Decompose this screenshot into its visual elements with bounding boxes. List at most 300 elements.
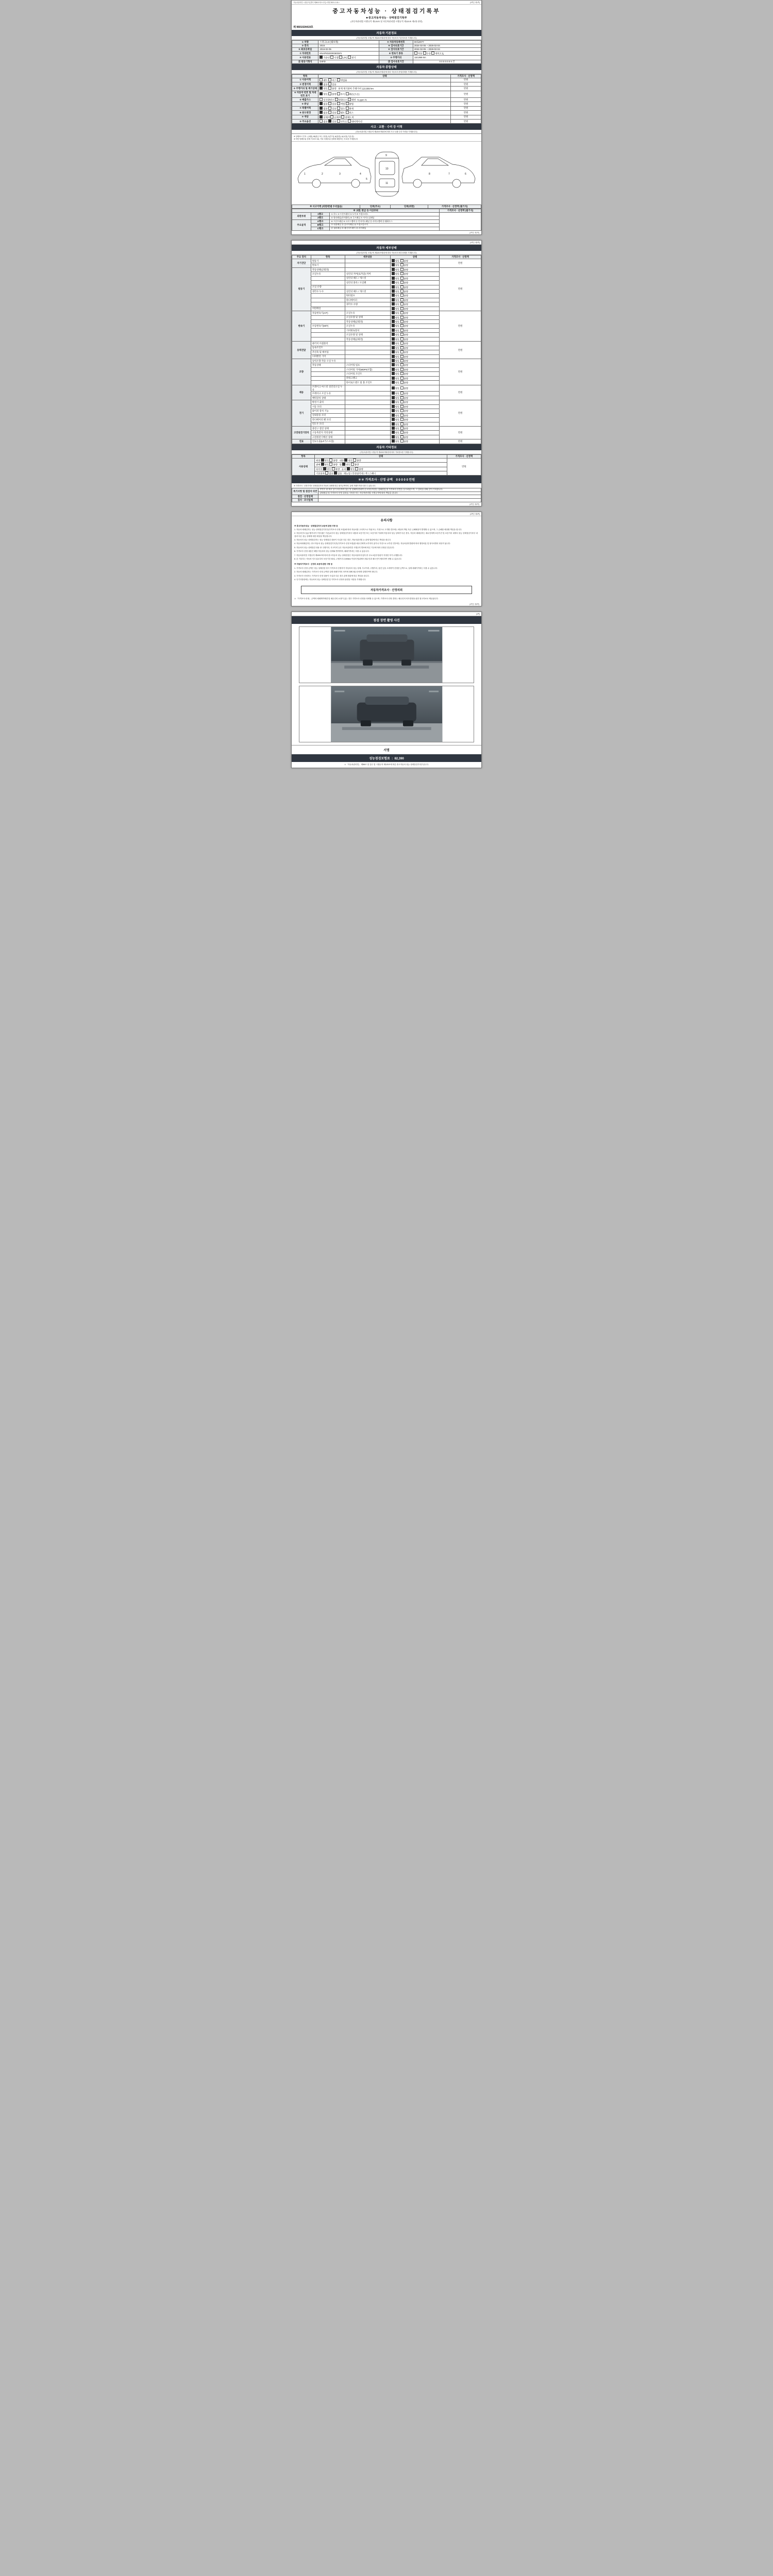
- detail-sub-4-1: 스티어링 펌프: [345, 363, 390, 367]
- other-col-price: 가격조사 · 산정액: [447, 454, 481, 458]
- checkbox-good-0-1[interactable]: [392, 263, 395, 266]
- checkbox-bad-1-6[interactable]: [400, 294, 404, 297]
- checkbox-bad-2-4[interactable]: [400, 329, 404, 332]
- checkbox-good-6-4[interactable]: [392, 418, 395, 421]
- detail-sub-1-7: 라디에이터: [345, 298, 390, 302]
- checkbox-transmission-auto[interactable]: [414, 52, 417, 55]
- other-item-3b: 유리: [341, 468, 346, 470]
- basic-value-9: [318, 56, 379, 60]
- checkbox-bad-2-1[interactable]: [400, 316, 404, 319]
- checkbox-co[interactable]: [320, 98, 323, 101]
- detail-item-1-8: [311, 302, 345, 307]
- other-col-state: 상태: [315, 454, 447, 458]
- checkbox-mileage-ok[interactable]: [320, 87, 323, 90]
- table-row: [292, 106, 481, 110]
- opt-ext-ok: 양호: [324, 459, 329, 462]
- svg-text:2: 2: [322, 173, 323, 176]
- detail-item-1-9: 커먼레일: [311, 307, 345, 311]
- basic-info-table: [292, 40, 481, 64]
- checkbox-bad-1-1[interactable]: [400, 272, 404, 275]
- checkbox-good-5-0[interactable]: [392, 386, 395, 389]
- checkbox-tuning-legal[interactable]: [337, 102, 340, 105]
- notice-sub-paragraph-3: 3. 가격조사·산정자는 가격조사·산정 내용이 사실과 다른 경우 관계 법령에 따른 책임을 집니다.: [294, 574, 369, 577]
- checkbox-bad-8-0[interactable]: [400, 439, 404, 443]
- checkbox-good-4-4[interactable]: [392, 377, 395, 380]
- checkbox-special-none[interactable]: [320, 107, 323, 110]
- checkbox-exterior-bad[interactable]: [329, 459, 332, 462]
- checkbox-flood[interactable]: [337, 107, 340, 110]
- section-other-bar: 자동차 기타정보: [292, 444, 481, 450]
- checkbox-bad-1-0[interactable]: [400, 268, 404, 271]
- checkbox-bad-3-3[interactable]: [400, 355, 404, 358]
- detail-state-1-9: [390, 307, 439, 311]
- checkbox-interior-bad[interactable]: [353, 459, 356, 462]
- cross-title: ※ 교환, 판금 등 이상부위: [292, 209, 440, 213]
- sign-value-1[interactable]: [318, 495, 481, 498]
- overall-price-7: 만원: [451, 106, 481, 110]
- checkbox-vin-corrosion[interactable]: [337, 92, 340, 95]
- basic-value-1: 스파크1.0 (쉐보레): [318, 41, 379, 44]
- checkbox-bad-6-5[interactable]: [400, 422, 404, 426]
- sign-value-2[interactable]: [318, 498, 481, 502]
- detail-sub-1-1: 실린더 커버(로카암) 커버: [345, 272, 390, 276]
- basic-label-1: ① 차명: [292, 41, 318, 44]
- checkbox-good-2-0[interactable]: [392, 311, 395, 314]
- table-row: [292, 342, 481, 346]
- checkbox-bad-4-1[interactable]: [400, 363, 404, 366]
- checkbox-good-6-1[interactable]: [392, 405, 395, 408]
- svg-text:4: 4: [360, 173, 361, 176]
- detail-item-1-2: [311, 276, 345, 280]
- checkbox-polish-ok[interactable]: [321, 463, 324, 466]
- opt-glass-ok: 양호: [350, 468, 355, 470]
- detail-state-4-5: [390, 381, 439, 385]
- detail-sub-1-5: 실린더 헤드 / 개스킷: [345, 289, 390, 293]
- checkbox-good-1-7[interactable]: [392, 298, 395, 301]
- checkbox-good-2-1[interactable]: [392, 316, 395, 319]
- detail-state-label-3-1-0: 양호: [395, 347, 400, 350]
- checkbox-good-6-5[interactable]: [392, 422, 395, 426]
- checkbox-good-7-2[interactable]: [392, 435, 395, 438]
- checkbox-full-repaint[interactable]: [341, 115, 344, 118]
- opt-basic-yes: 있음: [337, 472, 342, 475]
- checkbox-bad-4-3[interactable]: [400, 372, 404, 375]
- detail-state-label-1-2-1: 불량: [404, 277, 408, 280]
- detail-sub-6-2: [345, 409, 390, 413]
- detail-state-label-2-4-0: 양호: [395, 329, 400, 332]
- detail-group-2: 변속기: [292, 311, 311, 342]
- col-subdetail: 세부내용: [345, 255, 390, 259]
- checkbox-good-1-6[interactable]: [392, 294, 395, 297]
- detail-group-4: 조향: [292, 359, 311, 385]
- opt-full-repaint: 전체도색: [345, 116, 354, 118]
- overall-item-9: ⑨ 색상: [292, 115, 318, 119]
- opt-vin-bad: 불량: [332, 93, 337, 96]
- detail-state-3-0: [390, 342, 439, 346]
- checkbox-good-2-2[interactable]: [392, 320, 395, 323]
- detail-item-0-0: 원동기: [311, 259, 345, 263]
- checkbox-bad-0-0[interactable]: [400, 259, 404, 262]
- checkbox-bad-1-5[interactable]: [400, 290, 404, 293]
- detail-state-7-1: [390, 431, 439, 435]
- checkbox-bad-6-4[interactable]: [400, 418, 404, 421]
- checkbox-bad-7-2[interactable]: [400, 435, 404, 438]
- checkbox-good-1-9[interactable]: [392, 307, 395, 310]
- detail-sub-1-4: [345, 285, 390, 289]
- overall-item-8: ⑧ 용도변경: [292, 111, 318, 115]
- notice-paragraph-1: 1. 자동차 매매업자는 성능·상태점검기록부(가격조사·산정 포함)에 따라 자동차를 고의적으로 허위 또는 거짓으로 고지할 경우에는 배상의 책임 혹은 손해배상이 발생할 수 있으며, 그 손해를 배상할 책임을 집니다.: [294, 528, 462, 531]
- checkbox-good-1-4[interactable]: [392, 285, 395, 289]
- checkbox-bad-3-1[interactable]: [400, 346, 404, 349]
- legend-left-header: ※ 사고이력 (외판/판넬 수리없음): [292, 205, 360, 209]
- checkbox-bad-7-1[interactable]: [400, 431, 404, 434]
- detail-item-6-1: 시동 모터: [311, 404, 345, 409]
- table-row: [292, 82, 481, 87]
- inspection-photo-2: [299, 686, 475, 742]
- detail-item-4-4: [311, 376, 345, 380]
- notice-headline: ※ 중고자동차성능 · 상태점검자의 보증에 관한 사항 등: [294, 524, 338, 527]
- checkbox-fuel-ev[interactable]: [348, 56, 351, 59]
- detail-state-label-1-8-0: 양호: [395, 303, 400, 306]
- sheet1-page-number: (3쪽중 제1쪽): [469, 231, 479, 234]
- checkbox-usechange-yes[interactable]: [328, 111, 331, 114]
- opt-special-none: 없음: [323, 107, 328, 110]
- opt-int-ok: 양호: [348, 459, 352, 462]
- notice-sub-paragraph-2: 2. 자동차 매매업자는 가격조사·산정 금액과 실제 매매가격의 차이에 대해 매수인에게 설명하여야 합니다.: [294, 571, 378, 573]
- checkbox-commercial[interactable]: [337, 78, 340, 81]
- checkbox-sunroof[interactable]: [337, 120, 340, 123]
- cross-price-header: 가격조사 · 산정액 (필기식): [440, 209, 481, 213]
- detail-sub-6-5: [345, 422, 390, 426]
- bottom-note-2: 상태점검 및 가격조사·산정 결과를 기록한 자는 자동차관리법 시행규칙에 따라 책임을 집니다.: [318, 492, 481, 495]
- checkbox-good-6-2[interactable]: [392, 409, 395, 412]
- checkbox-bad-1-3[interactable]: [400, 281, 404, 284]
- checkbox-basic-yes[interactable]: [334, 471, 337, 474]
- detail-state-label-1-9-1: 불량: [404, 308, 408, 311]
- checkbox-smoke[interactable]: [348, 98, 351, 101]
- opt-tuning-none: 없음: [323, 103, 328, 106]
- checkbox-bad-2-5[interactable]: [400, 333, 404, 336]
- detail-item-1-4: 오일 유량: [311, 285, 345, 289]
- checkbox-glass-ok[interactable]: [347, 467, 350, 470]
- opt-color-chromatic: 유채색: [334, 116, 341, 118]
- checkbox-bad-1-7[interactable]: [400, 298, 404, 301]
- checkbox-bad-4-5[interactable]: [400, 381, 404, 384]
- basic-label-8: ⑧ 변속기 종류: [379, 51, 413, 55]
- opt-auto: 자동: [417, 52, 423, 55]
- detail-item-4-2: [311, 367, 345, 371]
- checkbox-wheel-bad[interactable]: [351, 463, 354, 466]
- detail-sub-2-2: 작동상태(공회전): [345, 320, 390, 324]
- checkbox-good-1-0[interactable]: [392, 268, 395, 271]
- notice-subhead: ※ 자동차가격조사 · 산정의 보증에 관한 사항 등: [294, 563, 333, 566]
- table-row: [292, 311, 481, 315]
- checkbox-tire-ok[interactable]: [323, 467, 326, 470]
- checkbox-bad-4-2[interactable]: [400, 368, 404, 371]
- checkbox-bad-6-0[interactable]: [400, 400, 404, 403]
- checkbox-usechange-rent[interactable]: [337, 111, 340, 114]
- checkbox-polish-bad[interactable]: [329, 463, 332, 466]
- checkbox-good-3-1[interactable]: [392, 346, 395, 349]
- detail-state-3-2: [390, 350, 439, 354]
- detail-state-2-3: [390, 324, 439, 328]
- checkbox-basic-none[interactable]: [325, 471, 328, 474]
- overall-state-5: [318, 97, 451, 101]
- opt-lease: 리스: [332, 79, 337, 82]
- checkbox-good-3-2[interactable]: [392, 350, 395, 353]
- total-price-row: [292, 476, 481, 483]
- checkbox-good-1-5[interactable]: [392, 290, 395, 293]
- detail-state-label-2-1-1: 불량: [404, 316, 408, 319]
- sheet-3: [291, 512, 482, 606]
- detail-state-label-6-4-0: 양호: [395, 418, 400, 421]
- checkbox-bad-5-2[interactable]: [400, 396, 404, 399]
- checkbox-hc[interactable]: [335, 98, 338, 101]
- detail-state-label-4-4-1: 불량: [404, 377, 408, 380]
- overall-item-3: ③ 주행거리 및 계기상태: [292, 87, 318, 91]
- opt-vin-corrosion: 부식: [340, 93, 345, 96]
- page-indicator-3: (3쪽중 제3쪽): [470, 513, 480, 515]
- detail-sub-7-1: [345, 431, 390, 435]
- checkbox-wheel-ok[interactable]: [339, 463, 345, 466]
- checkbox-fire[interactable]: [346, 107, 349, 110]
- detail-state-0-1: [390, 263, 439, 267]
- checkbox-vin-ok[interactable]: [320, 92, 323, 95]
- checkbox-bad-4-4[interactable]: [400, 377, 404, 380]
- checkbox-bad-5-0[interactable]: [400, 386, 404, 389]
- checkbox-good-7-1[interactable]: [392, 431, 395, 434]
- legend-right-header: 단위(외판): [390, 205, 428, 209]
- checkbox-bad-1-9[interactable]: [400, 307, 404, 310]
- checkbox-bad-1-2[interactable]: [400, 277, 404, 280]
- checkbox-bad-3-2[interactable]: [400, 350, 404, 353]
- checkbox-good-5-2[interactable]: [392, 396, 395, 399]
- detail-sub-2-0: 오일누유: [345, 311, 390, 315]
- detail-group-1: 원동기: [292, 267, 311, 311]
- detail-state-label-1-6-1: 불량: [404, 294, 408, 297]
- form-legal-ref: 자동차관리법 시행규칙 [별지 제28호의3 서식] <개정 2021.1.15.>: [293, 2, 340, 4]
- detail-state-label-7-1-1: 불량: [404, 431, 408, 434]
- checkbox-rent[interactable]: [320, 78, 323, 81]
- checkbox-good-0-0[interactable]: [392, 259, 395, 262]
- checkbox-good-6-3[interactable]: [392, 414, 395, 417]
- detail-state-label-0-0-1: 불량: [404, 260, 408, 263]
- checkbox-good-4-2[interactable]: [392, 368, 395, 371]
- checkbox-good-1-3[interactable]: [392, 281, 395, 284]
- detail-state-label-1-8-1: 불량: [404, 303, 408, 306]
- checkbox-good-6-0[interactable]: [392, 400, 395, 403]
- detail-state-label-0-0-0: 양호: [395, 260, 400, 263]
- detail-state-label-7-2-1: 불량: [404, 436, 408, 439]
- checkbox-color-achromatic[interactable]: [320, 115, 323, 118]
- basic-label-11: ⑪ 원동기형식: [292, 60, 318, 63]
- checkbox-bad-6-3[interactable]: [400, 414, 404, 417]
- checkbox-fuel-lpg[interactable]: [339, 56, 342, 59]
- checkbox-glass-bad[interactable]: [355, 467, 358, 470]
- detail-state-label-8-0-1: 불량: [404, 440, 408, 443]
- fee-row: 성능점검보험료 : 82,390: [292, 754, 481, 762]
- checkbox-color-chromatic[interactable]: [330, 115, 333, 118]
- checkbox-fuel-diesel[interactable]: [330, 56, 333, 59]
- checkbox-fuel-gasoline[interactable]: [320, 56, 323, 59]
- detail-group-5: 제동: [292, 385, 311, 400]
- detail-state-label-4-1-1: 불량: [404, 364, 408, 367]
- sheet-2: [291, 240, 482, 506]
- checkbox-bad-2-2[interactable]: [400, 320, 404, 323]
- opt-pol-ok: 양호: [324, 463, 329, 466]
- detail-sub-6-0: [345, 400, 390, 404]
- checkbox-vin-bad[interactable]: [328, 92, 331, 95]
- detail-state-label-2-5-0: 양호: [395, 333, 400, 336]
- other-state-3: [315, 467, 447, 471]
- checkbox-bad-4-0[interactable]: [400, 359, 404, 362]
- basic-value-6: 2024-02-05 ~ 2026-02-04: [413, 47, 481, 51]
- checkbox-bad-0-1[interactable]: [400, 263, 404, 266]
- table-row: [292, 60, 481, 63]
- checkbox-good-1-8[interactable]: [392, 302, 395, 306]
- checkbox-transmission-semi[interactable]: [431, 52, 434, 55]
- detail-item-4-0: 동력조향 작동 오일 누유: [311, 359, 345, 363]
- detail-sub-4-0: [345, 359, 390, 363]
- other-state-1: [315, 458, 447, 462]
- checkbox-exterior-ok[interactable]: [321, 459, 324, 462]
- cross-price-cell: [440, 213, 481, 231]
- basic-value-12: 0 0 0 0 0 0 0 건: [413, 60, 481, 63]
- checkbox-bad-2-0[interactable]: [400, 311, 404, 314]
- detail-state-label-4-3-0: 양호: [395, 372, 400, 376]
- basic-value-4: 2024-02-05 ~ 2026-02-04: [413, 44, 481, 47]
- checkbox-option-yes[interactable]: [328, 120, 331, 123]
- checkbox-good-4-3[interactable]: [392, 372, 395, 375]
- opt-flood: 침수: [340, 107, 345, 110]
- inspection-photo-1: [299, 626, 475, 683]
- detail-state-label-1-1-1: 불량: [404, 273, 408, 276]
- overall-price-2: 만원: [451, 82, 481, 87]
- overall-state-2: [318, 82, 451, 87]
- table-header-row: [292, 209, 481, 213]
- checkbox-special-yes[interactable]: [328, 107, 331, 110]
- sheet-1: [291, 0, 482, 235]
- notice-paragraph-7: 7. 자동차관리법 시행규칙 제120조에 따라 중고자동차 성능·상태점검은 자동차관리사업자 중 국토교통부장관이 지정한 자가 수행합니다.: [294, 554, 403, 556]
- checkbox-change-yes[interactable]: [328, 82, 331, 86]
- checkbox-good-8-0[interactable]: [392, 439, 395, 443]
- opt-usechange-rent: 렌트: [340, 111, 345, 114]
- table-row: [292, 213, 481, 216]
- checkbox-bad-2-3[interactable]: [400, 324, 404, 327]
- checkbox-bad-3-0[interactable]: [400, 342, 404, 345]
- checkbox-option-none[interactable]: [320, 120, 323, 123]
- sheet-4: [291, 612, 482, 768]
- opt-change-none: 없음: [323, 83, 328, 86]
- checkbox-lease[interactable]: [328, 78, 331, 81]
- checkbox-good-7-0[interactable]: [392, 427, 395, 430]
- checkbox-good-4-0[interactable]: [392, 359, 395, 362]
- detail-item-2-4: [311, 328, 345, 332]
- sign-label-2: 검사 · 조사업체: [292, 498, 318, 502]
- detail-price-2: 만원: [440, 311, 481, 342]
- checkbox-good-1-2[interactable]: [392, 277, 395, 280]
- detail-item-1-5: 냉각수 누수: [311, 289, 345, 293]
- detail-sub-1-2: 실린더 헤드 / 개스킷: [345, 276, 390, 280]
- detail-state-label-2-2-0: 양호: [395, 320, 400, 324]
- opt-vin-ok: 양호: [323, 93, 328, 96]
- checkbox-good-2-6[interactable]: [392, 337, 395, 341]
- overall-item-2: ② 변경이력: [292, 82, 318, 87]
- checkbox-usechange-lease[interactable]: [346, 111, 349, 114]
- detail-state-6-4: [390, 418, 439, 422]
- basic-value-2: 00로0077: [413, 41, 481, 44]
- opt-tuning-illegal: 불법: [349, 103, 354, 106]
- detail-state-6-2: [390, 409, 439, 413]
- car-diagram: [292, 142, 481, 205]
- detail-sub-4-4: 파워크랭크: [345, 376, 390, 380]
- detail-state-label-2-2-1: 불량: [404, 320, 408, 324]
- detail-sub-7-0: [345, 426, 390, 430]
- checkbox-good-4-5[interactable]: [392, 381, 395, 384]
- checkbox-good-2-4[interactable]: [392, 329, 395, 332]
- overall-state-1: [318, 78, 451, 82]
- detail-item-2-6: [311, 337, 345, 341]
- detail-sub-0-0: [345, 259, 390, 263]
- detail-sub-1-8: 냉각수 수량: [345, 302, 390, 307]
- detail-item-5-0: 브레이크 마스터 실린더오일 누유: [311, 385, 345, 392]
- checkbox-mileage-bad[interactable]: [328, 87, 331, 90]
- detail-item-3-1: 등속조인트: [311, 346, 345, 350]
- checkbox-navigation[interactable]: [348, 120, 351, 123]
- detail-state-label-4-5-0: 양호: [395, 381, 400, 384]
- checkbox-good-3-3[interactable]: [392, 355, 395, 358]
- opt-tuning-legal: 적법: [340, 103, 345, 106]
- checkbox-good-2-3[interactable]: [392, 324, 395, 327]
- checkbox-bad-1-8[interactable]: [400, 302, 404, 306]
- checkbox-vin-damage[interactable]: [346, 92, 349, 95]
- basic-label-2: ② 자동차등록번호: [379, 41, 413, 44]
- checkbox-change-none[interactable]: [320, 82, 323, 86]
- detail-state-label-4-5-1: 불량: [404, 381, 408, 384]
- checkbox-good-4-1[interactable]: [392, 363, 395, 366]
- checkbox-tuning-illegal[interactable]: [346, 102, 349, 105]
- checkbox-good-3-0[interactable]: [392, 342, 395, 345]
- table-header-row: [292, 74, 481, 78]
- checkbox-bad-6-2[interactable]: [400, 409, 404, 412]
- checkbox-bad-6-1[interactable]: [400, 405, 404, 408]
- overall-price-5: 만원: [451, 97, 481, 101]
- checkbox-tuning-yes[interactable]: [328, 102, 331, 105]
- detail-state-2-2: [390, 320, 439, 324]
- cross-value-2: ⑤ 쿼터패널(리어휀더) ⑥ 루프패널 ⑦ 사이드실패널: [330, 216, 440, 220]
- checkbox-good-5-1[interactable]: [392, 392, 395, 395]
- detail-state-6-1: [390, 404, 439, 409]
- detail-state-2-0: [390, 311, 439, 315]
- checkbox-transmission-manual[interactable]: [423, 52, 426, 55]
- svg-text:11: 11: [385, 182, 389, 185]
- checkbox-bad-5-1[interactable]: [400, 392, 404, 395]
- checkbox-bad-7-0[interactable]: [400, 427, 404, 430]
- section-basic-info-note: (자동차관리법 시행규칙 제120조제1항에 따라 자동차의 기본정보를 기재합니다): [292, 36, 481, 40]
- checkbox-tuning-none[interactable]: [320, 102, 323, 105]
- checkbox-interior-ok[interactable]: [344, 459, 347, 462]
- checkbox-good-2-5[interactable]: [392, 333, 395, 336]
- detail-state-label-7-2-0: 양호: [395, 436, 400, 439]
- checkbox-usechange-none[interactable]: [320, 111, 323, 114]
- detail-state-label-6-3-1: 불량: [404, 414, 408, 417]
- detail-price-5: 만원: [440, 385, 481, 400]
- checkbox-tire-bad[interactable]: [332, 467, 335, 470]
- sheet1-footer: [292, 231, 481, 234]
- checkbox-bad-1-4[interactable]: [400, 285, 404, 289]
- checkbox-good-1-1[interactable]: [392, 272, 395, 275]
- checkbox-bad-2-6[interactable]: [400, 337, 404, 341]
